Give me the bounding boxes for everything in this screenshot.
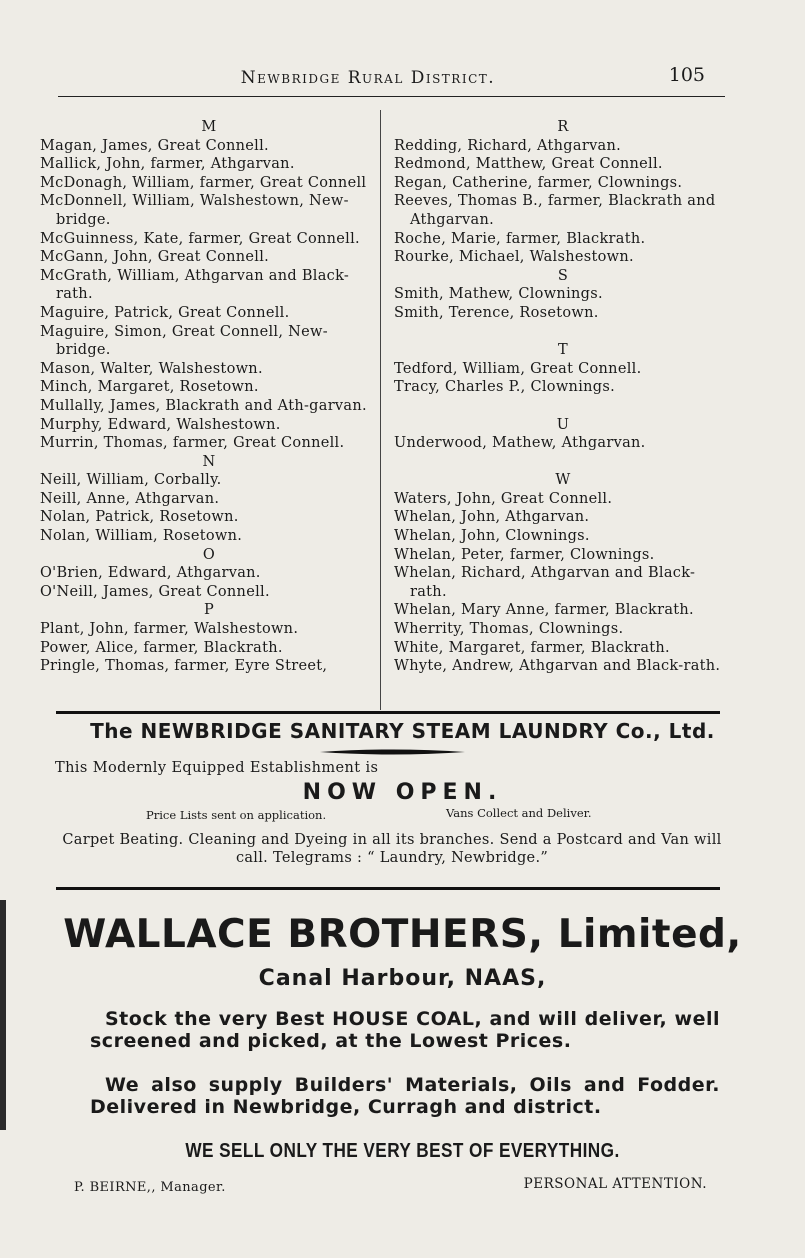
directory-entry: Mason, Walter, Walshestown. [40, 360, 263, 377]
section-spacer [394, 323, 732, 342]
directory-entry: Wherrity, Thomas, Clownings. [394, 621, 624, 638]
section-letter: O [202, 546, 216, 563]
laundry-ad-intro: This Modernly Equipped Establishment is [55, 760, 379, 776]
wallace-ad-motto: WE SELL ONLY THE VERY BEST OF EVERYTHING. [185, 1140, 620, 1162]
section-spacer [394, 453, 732, 472]
section-letter: N [202, 453, 216, 470]
directory-entry: Reeves, Thomas B., farmer, Blackrath and Athgarvan. [394, 193, 716, 228]
section-letter: M [201, 119, 217, 135]
laundry-ad-now-open: NOW OPEN. [302, 780, 503, 805]
directory-entry: Redmond, Matthew, Great Connell. [394, 156, 663, 173]
column-divider [380, 110, 381, 710]
directory-column-left [40, 118, 378, 676]
directory-entry: Pringle, Thomas, farmer, Eyre Street, [40, 658, 328, 675]
directory-entry: McDonagh, William, farmer, Great Connell [40, 174, 367, 191]
directory-entry: O'Brien, Edward, Athgarvan. [40, 565, 261, 582]
directory-entry: Whyte, Andrew, Athgarvan and Black-rath. [394, 658, 721, 675]
directory-entry: Smith, Terence, Rosetown. [394, 304, 599, 321]
directory-entry: Tedford, William, Great Connell. [394, 360, 642, 377]
page-header [58, 62, 725, 97]
directory-entry: McGrath, William, Athgarvan and Black-rath. [40, 267, 350, 303]
laundry-ad-rule [56, 711, 720, 714]
decorative-swash [320, 748, 465, 756]
directory-entry: Smith, Mathew, Clownings. [394, 286, 603, 303]
directory-entry: Whelan, Richard, Athgarvan and Black-rath. [394, 565, 696, 600]
directory-entry: White, Margaret, farmer, Blackrath. [394, 639, 670, 656]
directory-entry: Plant, John, farmer, Walshestown. [40, 621, 299, 638]
section-spacer [394, 397, 732, 416]
directory-entry: Rourke, Michael, Walshestown. [394, 249, 634, 266]
directory-entry: Whelan, John, Athgarvan. [394, 509, 590, 526]
directory-entry: Underwood, Mathew, Athgarvan. [394, 435, 646, 452]
directory-entry: Regan, Catherine, farmer, Clownings. [394, 174, 683, 191]
directory-entry: Nolan, William, Rosetown. [40, 528, 243, 545]
laundry-ad-price-lists: Price Lists sent on application. [146, 808, 327, 822]
directory-entry: Nolan, Patrick, Rosetown. [40, 509, 239, 526]
directory-entry: Whelan, Mary Anne, farmer, Blackrath. [394, 602, 694, 619]
laundry-ad-vans: Vans Collect and Deliver. [446, 806, 592, 820]
wallace-ad-manager: P. BEIRNE,, Manager. [74, 1180, 226, 1195]
directory-entry: Magan, James, Great Connell. [40, 137, 269, 154]
directory-column-right [394, 118, 732, 676]
directory-entry: O'Neill, James, Great Connell. [40, 583, 270, 600]
wallace-ad-rule [56, 887, 720, 890]
laundry-ad-title: The NEWBRIDGE SANITARY STEAM LAUNDRY Co., Ltd. [90, 719, 715, 743]
directory-entry: Redding, Richard, Athgarvan. [394, 137, 622, 154]
page-number: 105 [668, 64, 705, 86]
directory-entry: Waters, John, Great Connell. [394, 490, 613, 507]
page-edge-shadow [0, 900, 6, 1130]
section-letter: T [558, 342, 568, 359]
wallace-ad-title: WALLACE BROTHERS, Limited, [63, 912, 742, 957]
laundry-ad-services: Carpet Beating. Cleaning and Dyeing in all its branches. Send a Postcard and Van will call. Telegrams : “ Laundry, Newbridge.” [62, 832, 722, 866]
directory-entry: Neill, Anne, Athgarvan. [40, 490, 220, 507]
directory-entry: Power, Alice, farmer, Blackrath. [40, 639, 283, 656]
section-letter: S [557, 267, 569, 284]
section-letter: W [555, 472, 571, 489]
directory-entry: Whelan, Peter, farmer, Clownings. [394, 546, 655, 563]
directory-entry: Maguire, Patrick, Great Connell. [40, 304, 290, 321]
directory-entry: Minch, Margaret, Rosetown. [40, 379, 259, 396]
wallace-ad-personal-attention: PERSONAL ATTENTION. [523, 1176, 707, 1192]
directory-entry: McGuinness, Kate, farmer, Great Connell. [40, 230, 360, 247]
wallace-ad-supplies-paragraph: We also supply Builders' Materials, Oils and Fodder. Delivered in Newbridge, Curragh and district. [90, 1074, 720, 1118]
wallace-ad-coal-paragraph: Stock the very Best HOUSE COAL, and will deliver, well screened and picked, at the Lowest Prices. [90, 1008, 720, 1052]
running-title: Newbridge Rural District. [240, 68, 496, 88]
directory-entry: Murphy, Edward, Walshestown. [40, 416, 281, 433]
directory-entry: McGann, John, Great Connell. [40, 249, 270, 266]
directory-entry: McDonnell, William, Walshestown, New-bridge. [40, 193, 349, 228]
section-letter: R [557, 119, 569, 135]
directory-entry: Roche, Marie, farmer, Blackrath. [394, 230, 646, 247]
section-letter: P [203, 602, 215, 619]
directory-entry: Murrin, Thomas, farmer, Great Connell. [40, 435, 345, 452]
wallace-ad-address: Canal Harbour, NAAS, [258, 966, 547, 991]
directory-entry: Mullally, James, Blackrath and Ath-garvan. [40, 397, 367, 414]
directory-entry: Maguire, Simon, Great Connell, New-bridge. [40, 323, 328, 359]
section-letter: U [556, 416, 570, 433]
directory-entry: Neill, William, Corbally. [40, 472, 222, 489]
directory-entry: Mallick, John, farmer, Athgarvan. [40, 156, 295, 173]
directory-entry: Tracy, Charles P., Clownings. [394, 379, 615, 396]
directory-entry: Whelan, John, Clownings. [394, 528, 590, 545]
